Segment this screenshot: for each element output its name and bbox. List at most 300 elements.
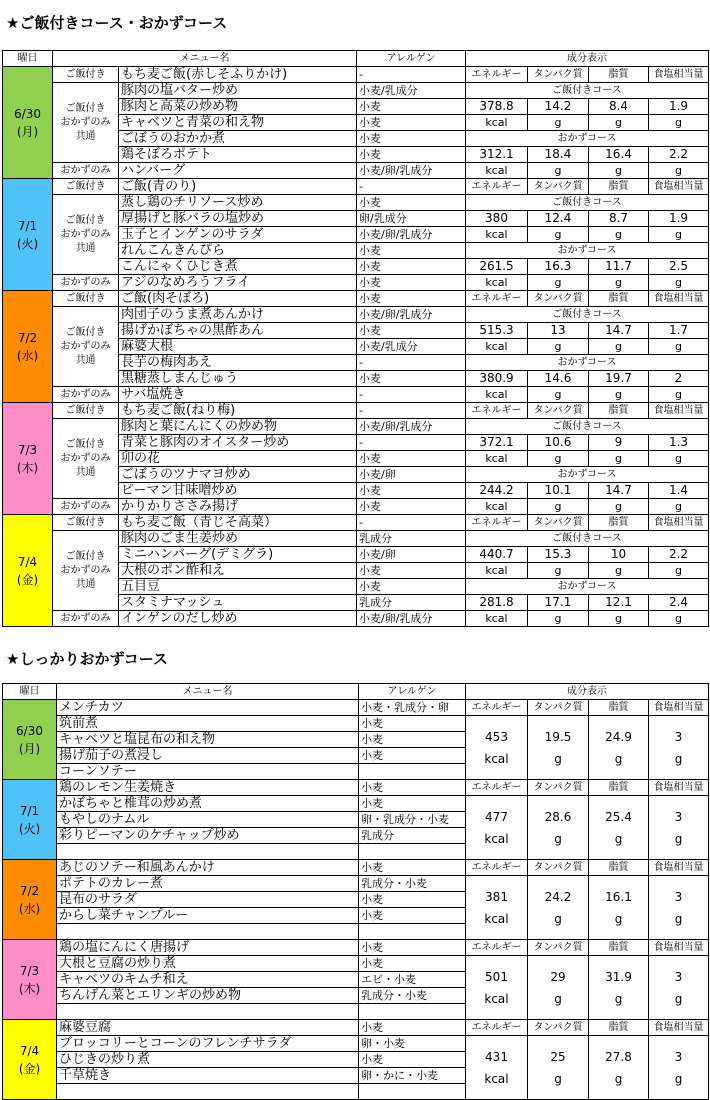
nutrient-cell	[528, 1036, 589, 1100]
nutrient-header: 脂質	[589, 780, 649, 796]
nutrient-unit: g	[528, 499, 589, 515]
section1-title: ★ご飯付きコース・おかずコース	[6, 14, 228, 32]
group-label-line: おかずのみ	[60, 228, 111, 240]
nutrient-unit: g	[649, 339, 709, 355]
nutrient-unit: g	[589, 339, 649, 355]
day-cell	[3, 1020, 57, 1100]
nutrient-value: 29	[550, 969, 566, 984]
nutrient-cell	[528, 796, 589, 860]
nutrient-unit: g	[528, 275, 589, 291]
nutrient-header: エネルギー	[466, 860, 528, 876]
group-label-line: ご飯付き	[65, 214, 106, 226]
dish-name: メンチカツ	[57, 700, 359, 716]
nutrient-value: 2	[649, 371, 709, 387]
dish-name	[57, 1004, 359, 1020]
nutrient-unit: g	[614, 991, 623, 1006]
nutrient-unit: g	[614, 911, 623, 926]
nutrient-value: 31.9	[605, 969, 632, 984]
allergen: 乳成分・小麦	[359, 988, 466, 1004]
date-label: 7/2	[19, 883, 40, 898]
nutrient-cell	[466, 876, 528, 940]
dish-name: 揚げ茄子の煮浸し	[57, 748, 359, 764]
nutrient-value: 24.9	[605, 729, 632, 744]
allergen: 乳成分	[357, 595, 466, 611]
dish-name: キャベツと塩昆布の和え物	[57, 732, 359, 748]
weekday-label: (木)	[18, 981, 41, 996]
nutrient-header: エネルギー	[466, 179, 528, 195]
nutrient-value: 1.7	[649, 323, 709, 339]
group-label-rice: ご飯付き	[53, 179, 119, 195]
group-label-line: 共通	[75, 242, 96, 254]
allergen	[359, 764, 466, 780]
nutrient-unit: kcal	[466, 611, 528, 627]
nutrient-unit: g	[528, 115, 589, 131]
nutrient-header: エネルギー	[466, 291, 528, 307]
nutrient-unit: kcal	[484, 1071, 509, 1086]
allergen: 小麦/卵/乳成分	[357, 419, 466, 435]
nutrient-header: タンパク質	[528, 940, 589, 956]
nutrient-header: タンパク質	[528, 179, 589, 195]
nutrient-header: タンパク質	[528, 67, 589, 83]
table-row	[3, 956, 709, 972]
nutrient-value: 2.2	[649, 547, 709, 563]
nutrient-value: 3	[674, 809, 683, 824]
allergen: 小麦	[359, 796, 466, 812]
nutrient-value: 1.3	[649, 435, 709, 451]
allergen: 小麦	[357, 195, 466, 211]
group-label-common	[53, 531, 119, 611]
group-label-okazu: おかずのみ	[53, 387, 119, 403]
date-label: 7/2	[17, 330, 38, 345]
day-cell	[3, 67, 53, 179]
nutrient-unit: g	[528, 451, 589, 467]
allergen: 小麦/卵	[357, 547, 466, 563]
dish-name: もち麦ご飯（青じそ高菜）	[119, 515, 357, 531]
nutrient-value: 19.7	[589, 371, 649, 387]
nutrient-unit: g	[614, 831, 623, 846]
nutrient-unit: g	[649, 387, 709, 403]
dish-name: キャベツと青菜の和え物	[119, 115, 357, 131]
header-nutrition: 成分表示	[466, 684, 709, 700]
group-label-rice: ご飯付き	[53, 291, 119, 307]
nutrient-value: 14.2	[528, 99, 589, 115]
dish-name: 彩りピーマンのケチャップ炒め	[57, 828, 359, 844]
table-row	[3, 51, 709, 67]
allergen: 小麦	[359, 732, 466, 748]
nutrient-cell	[589, 956, 649, 1020]
nutrient-value: 27.8	[605, 1049, 632, 1064]
group-label-line: おかずのみ	[60, 452, 111, 464]
nutrient-header: 食塩相当量	[649, 179, 709, 195]
table-row	[3, 1036, 709, 1052]
date-label: 6/30	[14, 106, 41, 121]
date-label: 7/4	[19, 1043, 40, 1058]
group-label-okazu: おかずのみ	[53, 163, 119, 179]
dish-name: かぼちゃと椎茸の炒め煮	[57, 796, 359, 812]
dish-name: あじのソテー和風あんかけ	[57, 860, 359, 876]
dish-name: コーンソテー	[57, 764, 359, 780]
nutrient-unit: g	[589, 275, 649, 291]
nutrient-value: 3	[674, 729, 683, 744]
allergen: -	[357, 403, 466, 419]
header-allergen: アレルゲン	[357, 51, 466, 67]
hearty-course-table	[2, 683, 709, 1100]
nutrient-value: 477	[485, 809, 508, 824]
table-row	[3, 291, 709, 307]
nutrient-unit: kcal	[484, 831, 509, 846]
nutrient-value: 10	[589, 547, 649, 563]
dish-name: 豚肉と葉にんにくの炒め物	[119, 419, 357, 435]
nutrient-unit: g	[554, 751, 562, 766]
table-row	[3, 940, 709, 956]
dish-name: アジのなめろうフライ	[119, 275, 357, 291]
course-label-okazu: おかずコース	[466, 243, 709, 259]
nutrient-header: 食塩相当量	[649, 1020, 709, 1036]
nutrient-value: 1.9	[649, 99, 709, 115]
table-row	[3, 499, 709, 515]
nutrient-cell	[466, 1036, 528, 1100]
allergen: -	[357, 355, 466, 371]
course-label-okazu: おかずコース	[466, 355, 709, 371]
weekday-label: (火)	[18, 821, 41, 836]
group-label-common	[53, 83, 119, 163]
allergen: 小麦	[357, 115, 466, 131]
nutrient-unit: kcal	[466, 163, 528, 179]
dish-name: 揚げかぼちゃの黒酢あん	[119, 323, 357, 339]
allergen: 小麦/乳成分	[357, 83, 466, 99]
nutrient-cell	[466, 956, 528, 1020]
nutrient-value: 381	[485, 889, 508, 904]
nutrient-value: 19.5	[544, 729, 572, 744]
group-label-okazu: おかずのみ	[53, 275, 119, 291]
date-label: 7/3	[17, 442, 38, 457]
allergen: 小麦/卵	[357, 467, 466, 483]
nutrient-value: 3	[674, 1049, 683, 1064]
nutrient-unit: g	[649, 563, 709, 579]
nutrient-header: 脂質	[589, 700, 649, 716]
dish-name: 大根のポン酢和え	[119, 563, 357, 579]
weekday-label: (金)	[18, 1061, 41, 1076]
course-label-rice: ご飯付きコース	[466, 531, 709, 547]
day-cell	[3, 515, 53, 627]
table-row	[3, 195, 709, 211]
allergen: 小麦	[357, 451, 466, 467]
nutrient-unit: kcal	[466, 227, 528, 243]
nutrient-value: 431	[485, 1049, 508, 1064]
day-cell	[3, 780, 57, 860]
nutrient-unit: kcal	[484, 751, 509, 766]
group-label-line: おかずのみ	[60, 564, 111, 576]
nutrient-unit: kcal	[466, 499, 528, 515]
nutrient-unit: g	[528, 163, 589, 179]
header-allergen: アレルゲン	[359, 684, 466, 700]
nutrient-value: 28.6	[544, 809, 572, 824]
nutrient-unit: g	[528, 387, 589, 403]
allergen: -	[357, 179, 466, 195]
allergen: 小麦	[357, 483, 466, 499]
weekday-label: (水)	[16, 348, 39, 363]
course-label-okazu: おかずコース	[466, 131, 709, 147]
course-label-okazu: おかずコース	[466, 467, 709, 483]
dish-name: 長芋の梅肉あえ	[119, 355, 357, 371]
group-label-okazu: おかずのみ	[53, 499, 119, 515]
nutrient-header: 食塩相当量	[649, 403, 709, 419]
dish-name: 黒糖蒸しまんじゅう	[119, 371, 357, 387]
group-label-common	[53, 419, 119, 499]
nutrient-unit: g	[649, 451, 709, 467]
nutrient-unit: kcal	[466, 563, 528, 579]
nutrient-header: エネルギー	[466, 1020, 528, 1036]
allergen: -	[357, 435, 466, 451]
dish-name: 厚揚げと豚バラの塩炒め	[119, 211, 357, 227]
nutrient-value: 15.3	[528, 547, 589, 563]
allergen: 卵・かに・小麦	[359, 1068, 466, 1084]
table-row	[3, 163, 709, 179]
dish-name: 麻婆豆腐	[57, 1020, 359, 1036]
allergen: -	[357, 387, 466, 403]
dish-name: 玉子とインゲンのサラダ	[119, 227, 357, 243]
nutrient-unit: g	[649, 499, 709, 515]
nutrient-unit: kcal	[466, 387, 528, 403]
dish-name	[57, 844, 359, 860]
table-row	[3, 179, 709, 195]
nutrient-value: 312.1	[466, 147, 528, 163]
dish-name: 五目豆	[119, 579, 357, 595]
nutrient-value: 14.7	[589, 483, 649, 499]
weekday-label: (月)	[18, 741, 41, 756]
table-row	[3, 403, 709, 419]
allergen: エビ・小麦	[359, 972, 466, 988]
group-label-line: 共通	[75, 578, 96, 590]
weekday-label: (水)	[18, 901, 41, 916]
allergen: 小麦	[357, 147, 466, 163]
weekday-label: (月)	[16, 124, 39, 139]
nutrient-value: 8.4	[589, 99, 649, 115]
nutrient-value: 13	[528, 323, 589, 339]
nutrient-header: エネルギー	[466, 700, 528, 716]
allergen: 小麦	[357, 99, 466, 115]
nutrient-value: 24.2	[544, 889, 572, 904]
nutrient-header: 脂質	[589, 291, 649, 307]
allergen: 小麦	[359, 1052, 466, 1068]
nutrient-header: タンパク質	[528, 780, 589, 796]
nutrient-header: 食塩相当量	[649, 940, 709, 956]
dish-name: 蒸し鶏のチリソース炒め	[119, 195, 357, 211]
allergen: 卵・小麦	[359, 1036, 466, 1052]
nutrient-cell	[649, 716, 709, 780]
nutrient-cell	[589, 796, 649, 860]
nutrient-value: 2.5	[649, 259, 709, 275]
dish-name: 豚肉のごま生姜炒め	[119, 531, 357, 547]
nutrient-unit: g	[674, 911, 683, 926]
allergen: 乳成分	[359, 828, 466, 844]
dish-name: 豚肉の塩バター炒め	[119, 83, 357, 99]
nutrient-value: 281.8	[466, 595, 528, 611]
allergen: 卵/乳成分	[357, 211, 466, 227]
nutrient-value: 380.9	[466, 371, 528, 387]
allergen: 小麦	[357, 499, 466, 515]
nutrient-unit: kcal	[466, 451, 528, 467]
allergen: 小麦・乳成分・卵	[359, 700, 466, 716]
nutrient-value: 10.6	[528, 435, 589, 451]
table-row	[3, 83, 709, 99]
allergen: 小麦	[357, 563, 466, 579]
table-row	[3, 700, 709, 716]
nutrient-value: 440.7	[466, 547, 528, 563]
table-row	[3, 387, 709, 403]
dish-name: 麻婆大根	[119, 339, 357, 355]
dish-name: 卯の花	[119, 451, 357, 467]
nutrient-unit: kcal	[484, 911, 509, 926]
nutrient-header: 食塩相当量	[649, 515, 709, 531]
nutrient-value: 1.9	[649, 211, 709, 227]
nutrient-unit: g	[649, 115, 709, 131]
dish-name: ブロッコリーとコーンのフレンチサラダ	[57, 1036, 359, 1052]
nutrient-value: 16.3	[528, 259, 589, 275]
course-label-rice: ご飯付きコース	[466, 83, 709, 99]
nutrient-unit: g	[589, 115, 649, 131]
dish-name: ご飯(青のり)	[119, 179, 357, 195]
header-menu: メニュー名	[57, 684, 359, 700]
allergen: 小麦	[357, 243, 466, 259]
weekday-label: (金)	[16, 572, 39, 587]
course-label-rice: ご飯付きコース	[466, 307, 709, 323]
nutrient-value: 9	[589, 435, 649, 451]
nutrient-value: 16.1	[605, 889, 632, 904]
table-row	[3, 1020, 709, 1036]
nutrient-value: 17.1	[528, 595, 589, 611]
date-label: 6/30	[16, 723, 43, 738]
nutrient-header: タンパク質	[528, 403, 589, 419]
course-label-rice: ご飯付きコース	[466, 195, 709, 211]
allergen: 小麦	[357, 579, 466, 595]
group-label-line: 共通	[75, 466, 96, 478]
nutrient-header: 脂質	[589, 1020, 649, 1036]
allergen: 小麦	[357, 131, 466, 147]
nutrient-header: エネルギー	[466, 940, 528, 956]
nutrient-unit: g	[649, 611, 709, 627]
nutrient-value: 10.1	[528, 483, 589, 499]
nutrient-header: エネルギー	[466, 67, 528, 83]
nutrient-unit: g	[554, 831, 562, 846]
nutrient-header: タンパク質	[528, 291, 589, 307]
nutrient-value: 25.4	[605, 809, 632, 824]
nutrient-header: 脂質	[589, 860, 649, 876]
allergen: 小麦/卵/乳成分	[357, 307, 466, 323]
course-menu-table	[2, 50, 709, 627]
dish-name	[57, 924, 359, 940]
allergen: 小麦/乳成分	[357, 339, 466, 355]
dish-name: 昆布のサラダ	[57, 892, 359, 908]
allergen: 小麦	[359, 892, 466, 908]
nutrient-header: 食塩相当量	[649, 860, 709, 876]
table-row	[3, 275, 709, 291]
dish-name: 豚肉と高菜の炒め物	[119, 99, 357, 115]
nutrient-value: 11.7	[589, 259, 649, 275]
nutrient-value: 372.1	[466, 435, 528, 451]
header-day: 曜日	[3, 51, 53, 67]
group-label-line: ご飯付き	[65, 550, 106, 562]
nutrient-unit: g	[674, 831, 683, 846]
nutrient-value: 3	[674, 889, 683, 904]
nutrient-unit: g	[589, 499, 649, 515]
table-row	[3, 684, 709, 700]
nutrient-unit: g	[589, 227, 649, 243]
table-row	[3, 531, 709, 547]
nutrient-value: 8.7	[589, 211, 649, 227]
dish-name: ポテトのカレー煮	[57, 876, 359, 892]
allergen	[359, 844, 466, 860]
dish-name: スタミナマッシュ	[119, 595, 357, 611]
nutrient-value: 14.7	[589, 323, 649, 339]
allergen: 小麦	[359, 748, 466, 764]
nutrient-header: 食塩相当量	[649, 291, 709, 307]
allergen	[359, 924, 466, 940]
table-row	[3, 307, 709, 323]
weekday-label: (火)	[16, 236, 39, 251]
nutrient-unit: g	[528, 339, 589, 355]
nutrient-unit: g	[528, 611, 589, 627]
nutrient-value: 12.1	[589, 595, 649, 611]
nutrient-value: 453	[485, 729, 508, 744]
group-label-line: ご飯付き	[65, 102, 106, 114]
group-label-common	[53, 195, 119, 275]
nutrient-value: 14.6	[528, 371, 589, 387]
nutrient-cell	[528, 956, 589, 1020]
dish-name: インゲンのだし炒め	[119, 611, 357, 627]
nutrient-header: 脂質	[589, 515, 649, 531]
nutrient-cell	[649, 1036, 709, 1100]
dish-name: 青菜と豚肉のオイスター炒め	[119, 435, 357, 451]
nutrient-unit: g	[614, 1071, 623, 1086]
dish-name	[57, 1084, 359, 1100]
nutrient-header: 食塩相当量	[649, 67, 709, 83]
nutrient-unit: g	[554, 991, 562, 1006]
allergen: 小麦	[357, 291, 466, 307]
nutrient-value: 378.8	[466, 99, 528, 115]
header-menu: メニュー名	[53, 51, 357, 67]
nutrient-cell	[466, 796, 528, 860]
nutrient-header: 食塩相当量	[649, 700, 709, 716]
nutrient-value: 380	[466, 211, 528, 227]
dish-name: こんにゃくひじき煮	[119, 259, 357, 275]
nutrient-cell	[589, 716, 649, 780]
allergen: 小麦/卵/乳成分	[357, 611, 466, 627]
allergen	[359, 1084, 466, 1100]
nutrient-header: エネルギー	[466, 780, 528, 796]
nutrient-unit: g	[589, 563, 649, 579]
nutrient-value: 261.5	[466, 259, 528, 275]
header-day: 曜日	[3, 684, 57, 700]
table-row	[3, 515, 709, 531]
nutrient-header: タンパク質	[528, 515, 589, 531]
dish-name: 鶏そぼろポテト	[119, 147, 357, 163]
nutrient-cell	[589, 1036, 649, 1100]
table-row	[3, 611, 709, 627]
header-nutrition: 成分表示	[466, 51, 709, 67]
nutrient-value: 244.2	[466, 483, 528, 499]
nutrient-value: 501	[485, 969, 508, 984]
day-cell	[3, 291, 53, 403]
nutrient-value: 2.2	[649, 147, 709, 163]
nutrient-unit: g	[589, 451, 649, 467]
dish-name: 筑前煮	[57, 716, 359, 732]
weekday-label: (木)	[16, 460, 39, 475]
table-row	[3, 67, 709, 83]
table-row	[3, 780, 709, 796]
nutrient-unit: g	[554, 911, 562, 926]
day-cell	[3, 860, 57, 940]
